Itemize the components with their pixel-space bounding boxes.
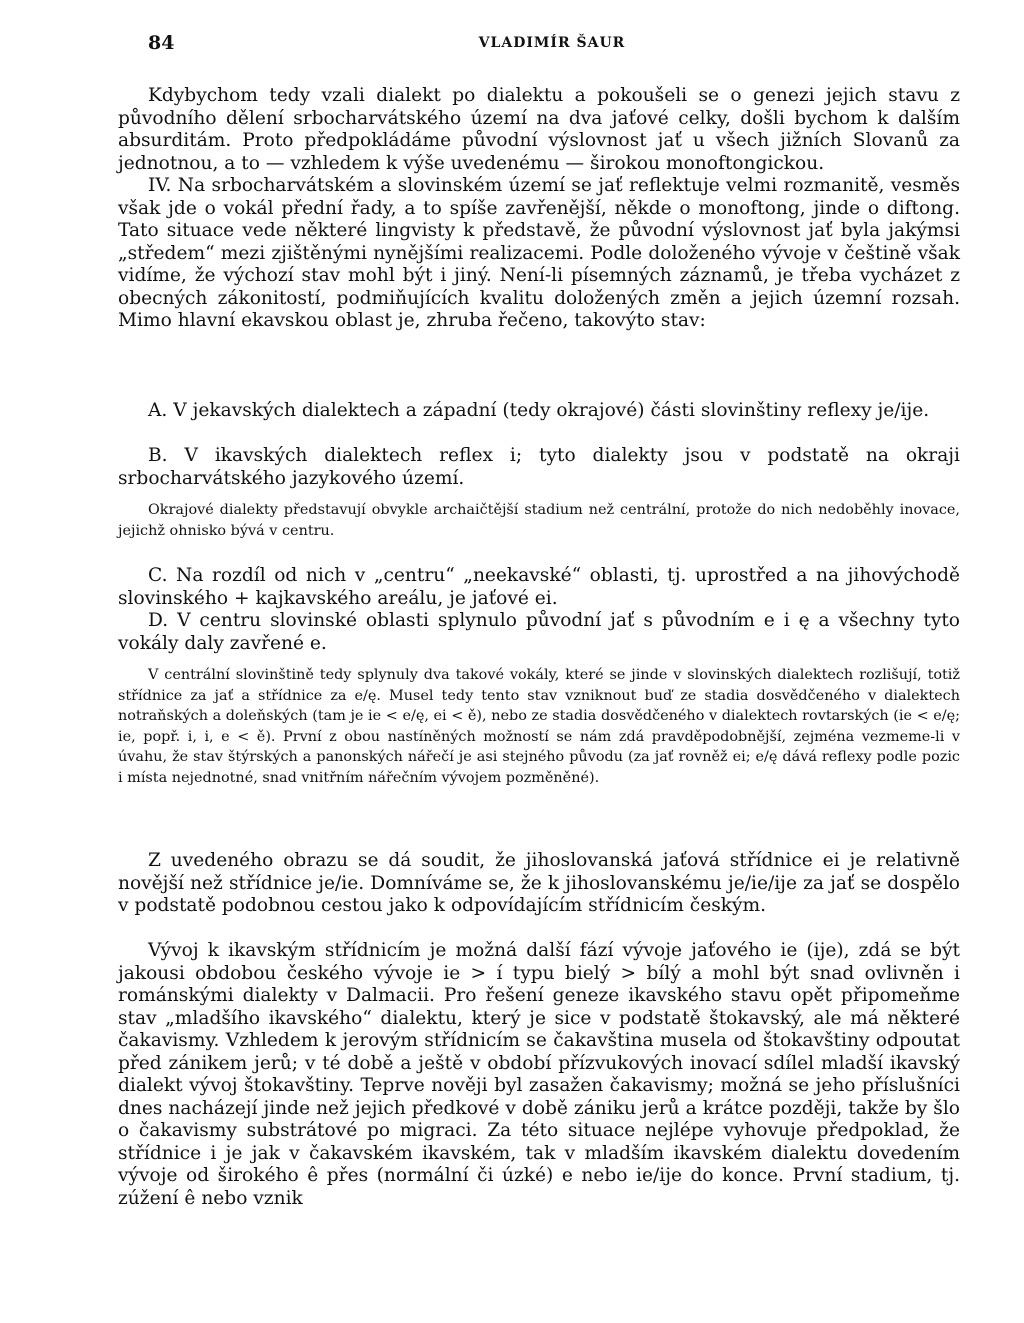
page-number: 84: [148, 32, 175, 54]
list-item-d: D. V centru slovinské oblasti splynulo původní jať s původním e i ę a všechny tyto vokály daly zavřené e.: [118, 610, 960, 654]
paragraph-4: Vývoj k ikavským střídnicím je možná další fází vývoje jaťového ie (ije), zdá se být jakousi obdobou českého vývoje ie > í typu bielý > bílý a mohl být snad ovlivněn i románskými dialekty v Dalmacii. Pro řešení geneze ikavského stavu opět připomeňme stav „mladšího ikavského“ dialektu, který je sice v podstatě štokavský, ale má některé čakavismy. Vzhledem k jerovým střídnicím se čakavština musela od štokavštiny odpoutat před zánikem jerů; v té době a ještě v období přízvukových inovací sdílel mladší ikavský dialekt vývoj štokavštiny. Teprve nověji byl zasažen čakavismy; možná se jeho příslušníci dnes nacházejí jinde než jejich předkové v době zániku jerů a krátce později, takže by šlo o čakavismy substrátové po migraci. Za této situace nejlépe vyhovuje předpoklad, že střídnice i je jak v čakavském ikavském, tak v mladším ikavském dialektu dovedením vývoje od širokého ê přes (normální či úzké) e nebo ie/ije do konce. První stadium, tj. zúžení ê nebo vznik: [118, 940, 960, 1209]
page-header: [148, 32, 956, 58]
list-item-c: C. Na rozdíl od nich v „centru“ „neekavské“ oblasti, tj. uprostřed a na jihovýchodě slovinského + kajkavského areálu, je jaťové ei.: [118, 565, 960, 609]
footnote-1: Okrajové dialekty představují obvykle archaičtější stadium než centrální, protože do nich nedoběhly inovace, jejichž ohnisko bývá v centru.: [118, 502, 960, 539]
list-item-a: A. V jekavských dialektech a západní (tedy okrajové) části slovinštiny reflexy je/ije.: [148, 400, 930, 421]
list-item-b: B. V ikavských dialektech reflex i; tyto dialekty jsou v podstatě na okraji srbocharvátského jazykového území.: [118, 445, 960, 489]
paragraph-3: Z uvedeného obrazu se dá soudit, že jihoslovanská jaťová střídnice ei je relativně novější než střídnice je/ie. Domníváme se, že k jihoslovanskému je/ie/ije za jať se dospělo v podstatě podobnou cestou jako k odpovídajícím střídnicím českým.: [118, 850, 960, 916]
running-title: VLADIMÍR ŠAUR: [478, 35, 626, 51]
footnote-2: V centrální slovinštině tedy splynuly dva takové vokály, které se jinde v slovinských dialektech rozlišují, totiž střídnice za jať a střídnice za e/ę. Musel tedy tento stav vzniknout buď ze stadia dosvědčeného v dialektech notraňských a doleňských (tam je ie < e/ę, ei < ě), nebo ze stadia dosvědčeného v dialektech rovtarských (ie < e/ę; ie, popř. i, i, e < ě). První z obou nastíněných možností se nám zdá pravděpodobnější, zejména vezmeme-li v úvahu, že stav štýrských a panonských nářečí je asi stejného původu (za jať rovněž ei; e/ę dává reflexy podle pozic i místa nejednotné, snad vnitřním nářečním vývojem pozměněné).: [118, 667, 960, 786]
paragraph-1: Kdybychom tedy vzali dialekt po dialektu a pokoušeli se o genezi jejich stavu z původního dělení srbocharvátského území na dva jaťové celky, došli bychom k dalším absurditám. Proto předpokládáme původní výslovnost jať u všech jižních Slovanů za jednotnou, a to — vzhledem k výše uvedenému — širokou monoftongickou.: [118, 85, 960, 174]
paragraph-2-section-iv: IV. Na srbocharvátském a slovinském území se jať reflektuje velmi rozmanitě, vesměs však jde o vokál přední řady, a to spíše zavřenější, někde o monoftong, jinde o diftong. Tato situace vede některé lingvisty k představě, že původní výslovnost jať byla jakýmsi „středem“ mezi zjištěnými nynějšími realizacemi. Podle doloženého vývoje v češtině však vidíme, že výchozí stav mohl být i jiný. Není-li písemných záznamů, je třeba vycházet z obecných zákonitostí, podmiňujících kvalitu doložených změn a jejich územní rozsah. Mimo hlavní ekavskou oblast je, zhruba řečeno, takovýto stav:: [118, 175, 960, 331]
